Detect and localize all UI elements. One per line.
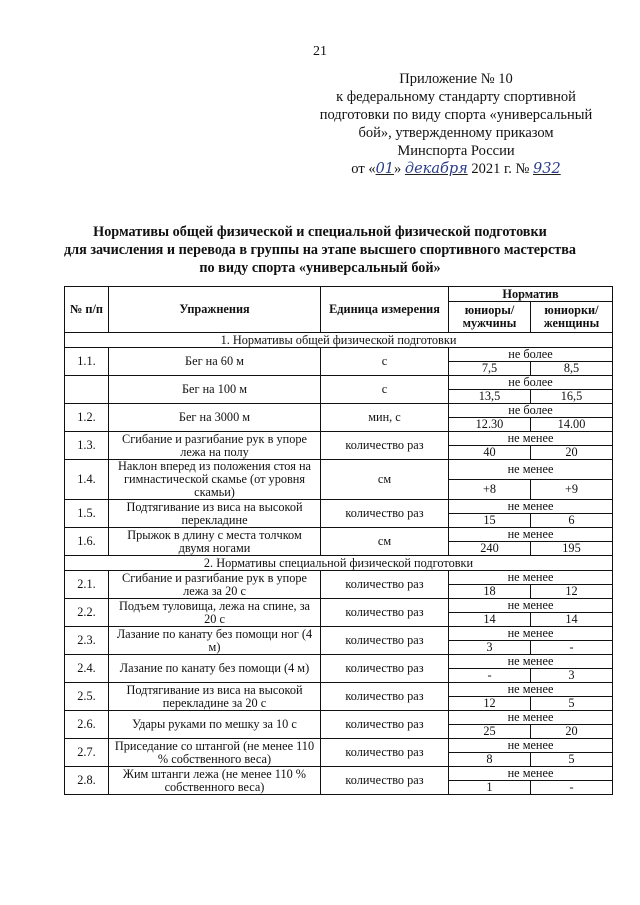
table-row bbox=[65, 432, 613, 446]
section-title: 2. Нормативы специальной физической подготовки bbox=[65, 556, 613, 571]
title-line: Нормативы общей физической и специальной физической подготовки bbox=[93, 224, 547, 240]
condition-cell: не более bbox=[449, 348, 613, 362]
appendix-block bbox=[300, 70, 612, 178]
unit-cell: мин, с bbox=[321, 404, 449, 432]
female-value: 5 bbox=[531, 697, 613, 711]
female-value: - bbox=[531, 641, 613, 655]
appendix-line: Минспорта России bbox=[397, 143, 515, 159]
table-row bbox=[65, 627, 613, 641]
male-value: 12.30 bbox=[449, 418, 531, 432]
female-value: 3 bbox=[531, 669, 613, 683]
exercise-name: Бег на 60 м bbox=[109, 348, 321, 376]
appendix-title: Приложение № 10 bbox=[399, 71, 513, 87]
norms-table bbox=[64, 286, 613, 795]
condition-cell: не менее bbox=[449, 599, 613, 613]
exercise-name: Бег на 3000 м bbox=[109, 404, 321, 432]
condition-cell: не менее bbox=[449, 767, 613, 781]
female-value: 14 bbox=[531, 613, 613, 627]
male-value: 240 bbox=[449, 542, 531, 556]
condition-cell: не менее bbox=[449, 432, 613, 446]
header-male: юниоры/ мужчины bbox=[449, 302, 531, 333]
table-row bbox=[65, 376, 613, 390]
unit-cell: количество раз bbox=[321, 739, 449, 767]
condition-cell: не менее bbox=[449, 739, 613, 753]
header-female: юниорки/ женщины bbox=[531, 302, 613, 333]
male-value: 13,5 bbox=[449, 390, 531, 404]
male-value: 18 bbox=[449, 585, 531, 599]
female-value: 8,5 bbox=[531, 362, 613, 376]
exercise-name: Подтягивание из виса на высокой перекладине за 20 с bbox=[109, 683, 321, 711]
exercise-name: Подтягивание из виса на высокой перекладине bbox=[109, 500, 321, 528]
unit-cell: количество раз bbox=[321, 571, 449, 599]
unit-cell: количество раз bbox=[321, 655, 449, 683]
condition-cell: не менее bbox=[449, 500, 613, 514]
exercise-name: Сгибание и разгибание рук в упоре лежа за 20 с bbox=[109, 571, 321, 599]
header-unit: Единица измерения bbox=[321, 287, 449, 333]
row-number: 2.1. bbox=[65, 571, 109, 599]
norms-body bbox=[65, 333, 613, 795]
date-year: 2021 г. № bbox=[471, 161, 530, 177]
unit-cell: количество раз bbox=[321, 627, 449, 655]
row-number: 1.6. bbox=[65, 528, 109, 556]
row-number bbox=[65, 376, 109, 404]
male-value: 25 bbox=[449, 725, 531, 739]
header-num: № п/п bbox=[65, 287, 109, 333]
exercise-name: Лазание по канату без помощи ног (4 м) bbox=[109, 627, 321, 655]
exercise-name: Удары руками по мешку за 10 с bbox=[109, 711, 321, 739]
header-norm: Норматив bbox=[449, 287, 613, 302]
order-date-line bbox=[300, 160, 612, 178]
exercise-name: Приседание со штангой (не менее 110 % собственного веса) bbox=[109, 739, 321, 767]
table-row bbox=[65, 739, 613, 753]
row-number: 2.6. bbox=[65, 711, 109, 739]
male-value: - bbox=[449, 669, 531, 683]
female-value: 16,5 bbox=[531, 390, 613, 404]
date-mid: » bbox=[394, 161, 402, 177]
condition-cell: не менее bbox=[449, 655, 613, 669]
date-month: декабря bbox=[404, 161, 468, 177]
table-row bbox=[65, 404, 613, 418]
table-row bbox=[65, 500, 613, 514]
row-number: 2.3. bbox=[65, 627, 109, 655]
row-number: 2.4. bbox=[65, 655, 109, 683]
document-title bbox=[40, 223, 600, 277]
female-value: - bbox=[531, 781, 613, 795]
section-title: 1. Нормативы общей физической подготовки bbox=[65, 333, 613, 348]
unit-cell: с bbox=[321, 376, 449, 404]
exercise-name: Сгибание и разгибание рук в упоре лежа на полу bbox=[109, 432, 321, 460]
page-number: 21 bbox=[313, 44, 327, 59]
male-value: 7,5 bbox=[449, 362, 531, 376]
row-number: 1.5. bbox=[65, 500, 109, 528]
exercise-name: Прыжок в длину с места толчком двумя ногами bbox=[109, 528, 321, 556]
row-number: 2.2. bbox=[65, 599, 109, 627]
row-number: 1.4. bbox=[65, 460, 109, 500]
female-value: 20 bbox=[531, 725, 613, 739]
female-value: +9 bbox=[531, 480, 613, 500]
condition-cell: не менее bbox=[449, 460, 613, 480]
male-value: 14 bbox=[449, 613, 531, 627]
unit-cell: количество раз bbox=[321, 767, 449, 795]
row-number: 2.8. bbox=[65, 767, 109, 795]
condition-cell: не менее bbox=[449, 528, 613, 542]
male-value: +8 bbox=[449, 480, 531, 500]
condition-cell: не менее bbox=[449, 711, 613, 725]
date-prefix: от « bbox=[351, 161, 376, 177]
title-line: по виду спорта «универсальный бой» bbox=[199, 260, 441, 276]
condition-cell: не менее bbox=[449, 627, 613, 641]
appendix-line: бой», утвержденному приказом bbox=[358, 125, 554, 141]
male-value: 1 bbox=[449, 781, 531, 795]
row-number: 1.1. bbox=[65, 348, 109, 376]
male-value: 8 bbox=[449, 753, 531, 767]
exercise-name: Наклон вперед из положения стоя на гимнастической скамье (от уровня скамьи) bbox=[109, 460, 321, 500]
title-line: для зачисления и перевода в группы на этапе высшего спортивного мастерства bbox=[63, 242, 577, 258]
table-row bbox=[65, 528, 613, 542]
table-row bbox=[65, 599, 613, 613]
table-row bbox=[65, 460, 613, 480]
row-number: 2.5. bbox=[65, 683, 109, 711]
unit-cell: количество раз bbox=[321, 683, 449, 711]
condition-cell: не менее bbox=[449, 683, 613, 697]
date-day: 01 bbox=[375, 161, 395, 177]
table-row bbox=[65, 571, 613, 585]
table-row bbox=[65, 767, 613, 781]
unit-cell: количество раз bbox=[321, 599, 449, 627]
exercise-name: Жим штанги лежа (не менее 110 % собственного веса) bbox=[109, 767, 321, 795]
table-row bbox=[65, 348, 613, 362]
female-value: 195 bbox=[531, 542, 613, 556]
female-value: 20 bbox=[531, 446, 613, 460]
appendix-line: к федеральному стандарту спортивной bbox=[336, 89, 576, 105]
female-value: 5 bbox=[531, 753, 613, 767]
female-value: 12 bbox=[531, 585, 613, 599]
female-value: 14.00 bbox=[531, 418, 613, 432]
unit-cell: количество раз bbox=[321, 432, 449, 460]
row-number: 2.7. bbox=[65, 739, 109, 767]
male-value: 12 bbox=[449, 697, 531, 711]
exercise-name: Бег на 100 м bbox=[109, 376, 321, 404]
unit-cell: количество раз bbox=[321, 711, 449, 739]
exercise-name: Лазание по канату без помощи (4 м) bbox=[109, 655, 321, 683]
condition-cell: не более bbox=[449, 404, 613, 418]
condition-cell: не менее bbox=[449, 571, 613, 585]
unit-cell: с bbox=[321, 348, 449, 376]
table-row bbox=[65, 683, 613, 697]
unit-cell: см bbox=[321, 528, 449, 556]
table-row bbox=[65, 711, 613, 725]
female-value: 6 bbox=[531, 514, 613, 528]
appendix-line: подготовки по виду спорта «универсальный bbox=[319, 107, 593, 123]
row-number: 1.2. bbox=[65, 404, 109, 432]
section-row bbox=[65, 333, 613, 348]
male-value: 40 bbox=[449, 446, 531, 460]
male-value: 3 bbox=[449, 641, 531, 655]
section-row bbox=[65, 556, 613, 571]
order-number: 932 bbox=[533, 161, 561, 177]
table-row bbox=[65, 655, 613, 669]
unit-cell: количество раз bbox=[321, 500, 449, 528]
condition-cell: не более bbox=[449, 376, 613, 390]
row-number: 1.3. bbox=[65, 432, 109, 460]
header-exercise: Упражнения bbox=[109, 287, 321, 333]
exercise-name: Подъем туловища, лежа на спине, за 20 с bbox=[109, 599, 321, 627]
unit-cell: см bbox=[321, 460, 449, 500]
male-value: 15 bbox=[449, 514, 531, 528]
